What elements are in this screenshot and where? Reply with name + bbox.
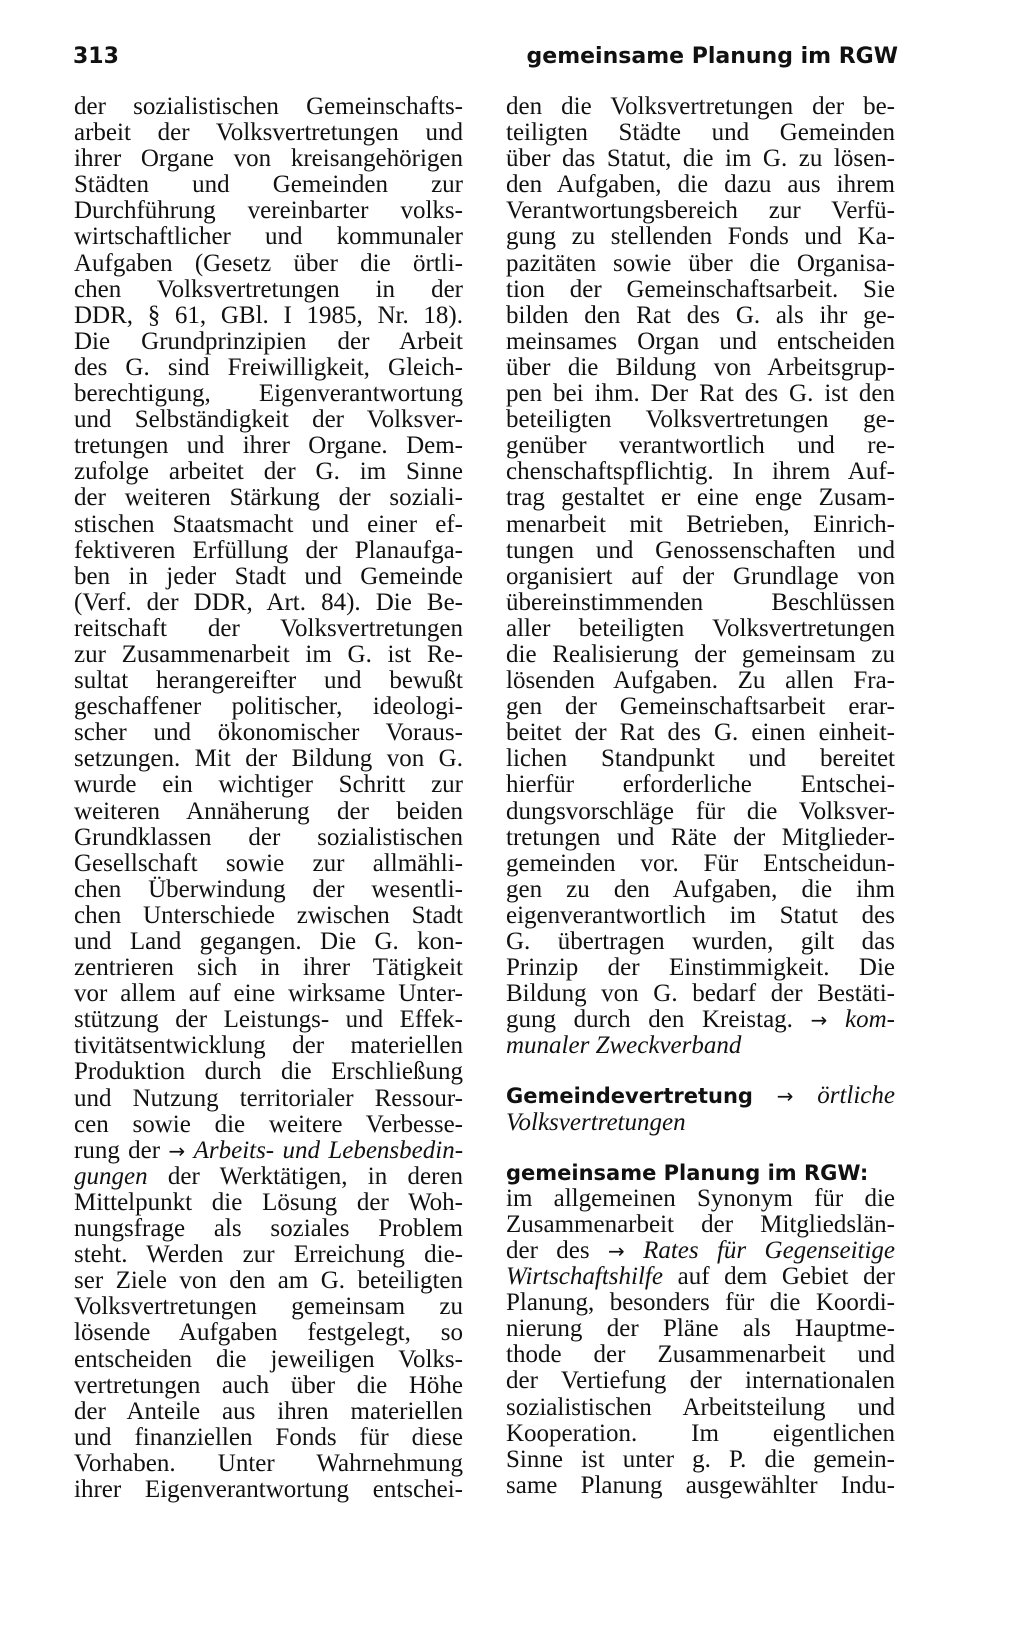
text-line: Planung, besonders für die Koordi- (506, 1289, 895, 1317)
text-line: ihrer Eigenverantwortung entschei- (74, 1475, 463, 1503)
text-line: teiligten Städte und Gemeinden (506, 119, 895, 147)
text-line: beteiligten Volksvertretungen ge- (506, 406, 895, 434)
text-line: tungen und Genossenschaften und (506, 536, 895, 564)
text-line: und finanziellen Fonds für diese (74, 1423, 463, 1451)
text-line: chen Volksvertretungen in der (74, 275, 463, 303)
text-line: lösende Aufgaben festgelegt, so (74, 1319, 463, 1347)
text-line: die Realisierung der gemeinsam zu (506, 640, 895, 668)
text-line: weiteren Annäherung der beiden (74, 797, 463, 825)
entry-separator (506, 1059, 895, 1083)
text-line (506, 1238, 895, 1264)
page-header (73, 44, 898, 80)
dictionary-entry-gemeindevertretung (506, 1083, 895, 1135)
text-line: der sozialistischen Gemeinschafts- (74, 93, 463, 120)
text-line: genüber verantwortlich und re- (506, 432, 895, 460)
running-head: gemeinsame Planung im RGW (526, 44, 898, 69)
text-line: tion der Gemeinschaftsarbeit. Sie (506, 275, 895, 303)
text-line: Volksvertretungen gemeinsam zu (74, 1293, 463, 1321)
text-line: steht. Werden zur Erreichung die- (74, 1241, 463, 1269)
text-line: wirtschaftlicher und kommunaler (74, 223, 463, 251)
text-line: Vorhaben. Unter Wahrnehmung (74, 1449, 463, 1477)
text-line: Mittelpunkt die Lösung der Woh- (74, 1188, 463, 1216)
text-line: lösenden Aufgaben. Zu allen Fra- (506, 667, 895, 695)
text-line: DDR, § 61, GBl. I 1985, Nr. 18). (74, 301, 463, 329)
text-line: ser Ziele von den am G. beteiligten (74, 1267, 463, 1295)
text-line (506, 1160, 895, 1186)
text-fragment: der Werktätigen, in deren (167, 1162, 464, 1190)
text-line: den Aufgaben, die dazu aus ihrem (506, 171, 895, 199)
right-column (506, 94, 895, 1499)
text-line: der Anteile aus ihren materiellen (74, 1397, 463, 1425)
text-line: Sinne ist unter g. P. die gemein- (506, 1445, 895, 1473)
text-line: übereinstimmenden Beschlüssen (506, 588, 895, 616)
text-line: bilden den Rat des G. als ihr ge- (506, 301, 895, 329)
text-line: sultat herangereifter und bewußt (74, 667, 463, 695)
text-line: ben in jeder Stadt und Gemeinde (74, 562, 463, 590)
text-line: pazitäten sowie über die Organisa- (506, 249, 895, 277)
left-column (74, 94, 463, 1503)
text-line: über die Bildung von Arbeitsgrup- (506, 353, 895, 381)
text-line: Kooperation. Im eigentlichen (506, 1419, 895, 1447)
text-line: Prinzip der Einstimmigkeit. Die (506, 954, 895, 982)
text-line (506, 1033, 895, 1059)
text-line: Durchführung vereinbarter volks- (74, 197, 463, 225)
text-line: lichen Standpunkt und bereitet (506, 745, 895, 773)
text-line: thode der Zusammenarbeit und (506, 1341, 895, 1369)
text-line: menarbeit mit Betrieben, Einrich- (506, 510, 895, 538)
text-line: und Nutzung territorialer Ressour- (74, 1084, 463, 1112)
text-line: chen Überwindung der wesentli- (74, 875, 463, 903)
text-line: chenschaftspflichtig. In ihrem Auf- (506, 458, 895, 486)
text-line: sozialistischen Arbeitsteilung und (506, 1393, 895, 1421)
text-line: tretungen und ihrer Organe. Dem- (74, 432, 463, 460)
cross-reference-arrow-icon: → (776, 1084, 794, 1109)
cross-reference-link[interactable]: kom- (845, 1006, 895, 1034)
text-line: chen Unterschiede zwischen Stadt (74, 901, 463, 929)
text-line: im allgemeinen Synonym für die (506, 1184, 895, 1212)
text-line (506, 1264, 895, 1290)
text-line: des G. sind Freiwilligkeit, Gleich- (74, 353, 463, 381)
text-line: Grundklassen der sozialistischen (74, 823, 463, 851)
entry-headword: gemeinsame Planung im RGW: (506, 1160, 869, 1185)
text-line: wurde ein wichtiger Schritt zur (74, 771, 463, 799)
page-number: 313 (73, 44, 119, 69)
text-line: geschaffener politischer, ideologi- (74, 693, 463, 721)
text-line: trag gestaltet er eine enge Zusam- (506, 484, 895, 512)
text-line: fektiveren Erfüllung der Planaufga- (74, 536, 463, 564)
text-line: aller beteiligten Volksvertretungen (506, 614, 895, 642)
cross-reference-arrow-icon: → (168, 1138, 186, 1163)
cross-reference-link[interactable]: Rates für Gegenseitige (643, 1236, 896, 1264)
text-line: über das Statut, die im G. zu lösen- (506, 145, 895, 173)
text-line: reitschaft der Volksvertretungen (74, 614, 463, 642)
text-line: gen zu den Aufgaben, die ihm (506, 875, 895, 903)
text-line: entscheiden die jeweiligen Volks- (74, 1345, 463, 1373)
text-line: Aufgaben (Gesetz über die örtli- (74, 249, 463, 277)
text-line: gemeinden vor. Für Entscheidun- (506, 849, 895, 877)
text-line: vertretungen auch über die Höhe (74, 1371, 463, 1399)
text-line: stischen Staatsmacht und einer ef- (74, 510, 463, 538)
text-fragment: gung durch den Kreistag. (506, 1006, 793, 1034)
entry-separator (506, 1136, 895, 1160)
text-line (506, 1110, 895, 1136)
text-line: tivitätsentwicklung der materiellen (74, 1032, 463, 1060)
text-line (506, 1083, 895, 1109)
cross-reference-link[interactable]: Arbeits- und Lebensbedin- (193, 1136, 464, 1164)
text-line: cen sowie die weitere Verbesse- (74, 1110, 463, 1138)
text-line: same Planung ausgewählter Indu- (506, 1471, 895, 1499)
text-line: organisiert auf der Grundlage von (506, 562, 895, 590)
text-line: zufolge arbeitet der G. im Sinne (74, 458, 463, 486)
text-line: arbeit der Volksvertretungen und (74, 119, 463, 147)
text-line (74, 1164, 463, 1190)
text-line: Die Grundprinzipien der Arbeit (74, 327, 463, 355)
text-line: Städten und Gemeinden zur (74, 171, 463, 199)
cross-reference-arrow-icon: → (607, 1238, 625, 1263)
text-line: gung zu stellenden Fonds und Ka- (506, 223, 895, 251)
text-line: und Land gegangen. Die G. kon- (74, 928, 463, 955)
text-line: beitet der Rat des G. einen einheit- (506, 719, 895, 747)
text-line: ihrer Organe von kreisangehörigen (74, 145, 463, 173)
text-line (74, 1138, 463, 1164)
text-line: vor allem auf eine wirksame Unter- (74, 980, 463, 1008)
cross-reference-arrow-icon: → (810, 1008, 828, 1033)
text-line: (Verf. der DDR, Art. 84). Die Be- (74, 588, 463, 616)
text-line: scher und ökonomischer Voraus- (74, 719, 463, 747)
text-line: tretungen und Räte der Mitglieder- (506, 823, 895, 851)
text-line: Zusammenarbeit der Mitgliedslän- (506, 1210, 895, 1238)
text-line: berechtigung, Eigenverantwortung (74, 380, 463, 408)
text-line: eigenverantwortlich im Statut des (506, 901, 895, 929)
text-line: setzungen. Mit der Bildung von G. (74, 745, 463, 773)
cross-reference-link[interactable]: Wirtschaftshilfe (506, 1263, 663, 1291)
cross-reference-link[interactable]: gungen (74, 1162, 148, 1190)
text-line: Verantwortungsbereich zur Verfü- (506, 197, 895, 225)
text-line: Bildung von G. bedarf der Bestäti- (506, 980, 895, 1008)
text-line: zentrieren sich in ihrer Tätigkeit (74, 954, 463, 982)
cross-reference-link[interactable]: munaler Zweckverband (506, 1032, 742, 1060)
dictionary-entry-gemeinsame-planung (506, 1160, 895, 1499)
text-fragment: rung der (74, 1136, 161, 1164)
text-line: meinsames Organ und entscheiden (506, 327, 895, 355)
text-line: der Vertiefung der internationalen (506, 1367, 895, 1395)
text-line: und Selbständigkeit der Volksver- (74, 406, 463, 434)
text-line: G. übertragen wurden, gilt das (506, 928, 895, 955)
text-line: Produktion durch die Erschließung (74, 1058, 463, 1086)
text-line: Gesellschaft sowie zur allmähli- (74, 849, 463, 877)
text-line: hierfür erforderliche Entschei- (506, 771, 895, 799)
entry-headword: Gemeindevertretung (506, 1084, 753, 1109)
text-line: stützung der Leistungs- und Effek- (74, 1006, 463, 1034)
cross-reference-link[interactable]: örtliche (817, 1082, 895, 1110)
text-line (506, 1007, 895, 1033)
text-line: dungsvorschläge für die Volksver- (506, 797, 895, 825)
text-line: der weiteren Stärkung der soziali- (74, 484, 463, 512)
text-line: nierung der Pläne als Hauptme- (506, 1315, 895, 1343)
text-fragment: auf dem Gebiet der (677, 1263, 896, 1291)
text-line: gen der Gemeinschaftsarbeit erar- (506, 693, 895, 721)
cross-reference-link[interactable]: Volksvertretungen (506, 1108, 686, 1136)
text-line: den die Volksvertretungen der be- (506, 93, 895, 120)
text-fragment: der des (506, 1236, 590, 1264)
text-line: zur Zusammenarbeit im G. ist Re- (74, 640, 463, 668)
text-line: pen bei ihm. Der Rat des G. ist den (506, 380, 895, 408)
text-line: nungsfrage als soziales Problem (74, 1215, 463, 1243)
